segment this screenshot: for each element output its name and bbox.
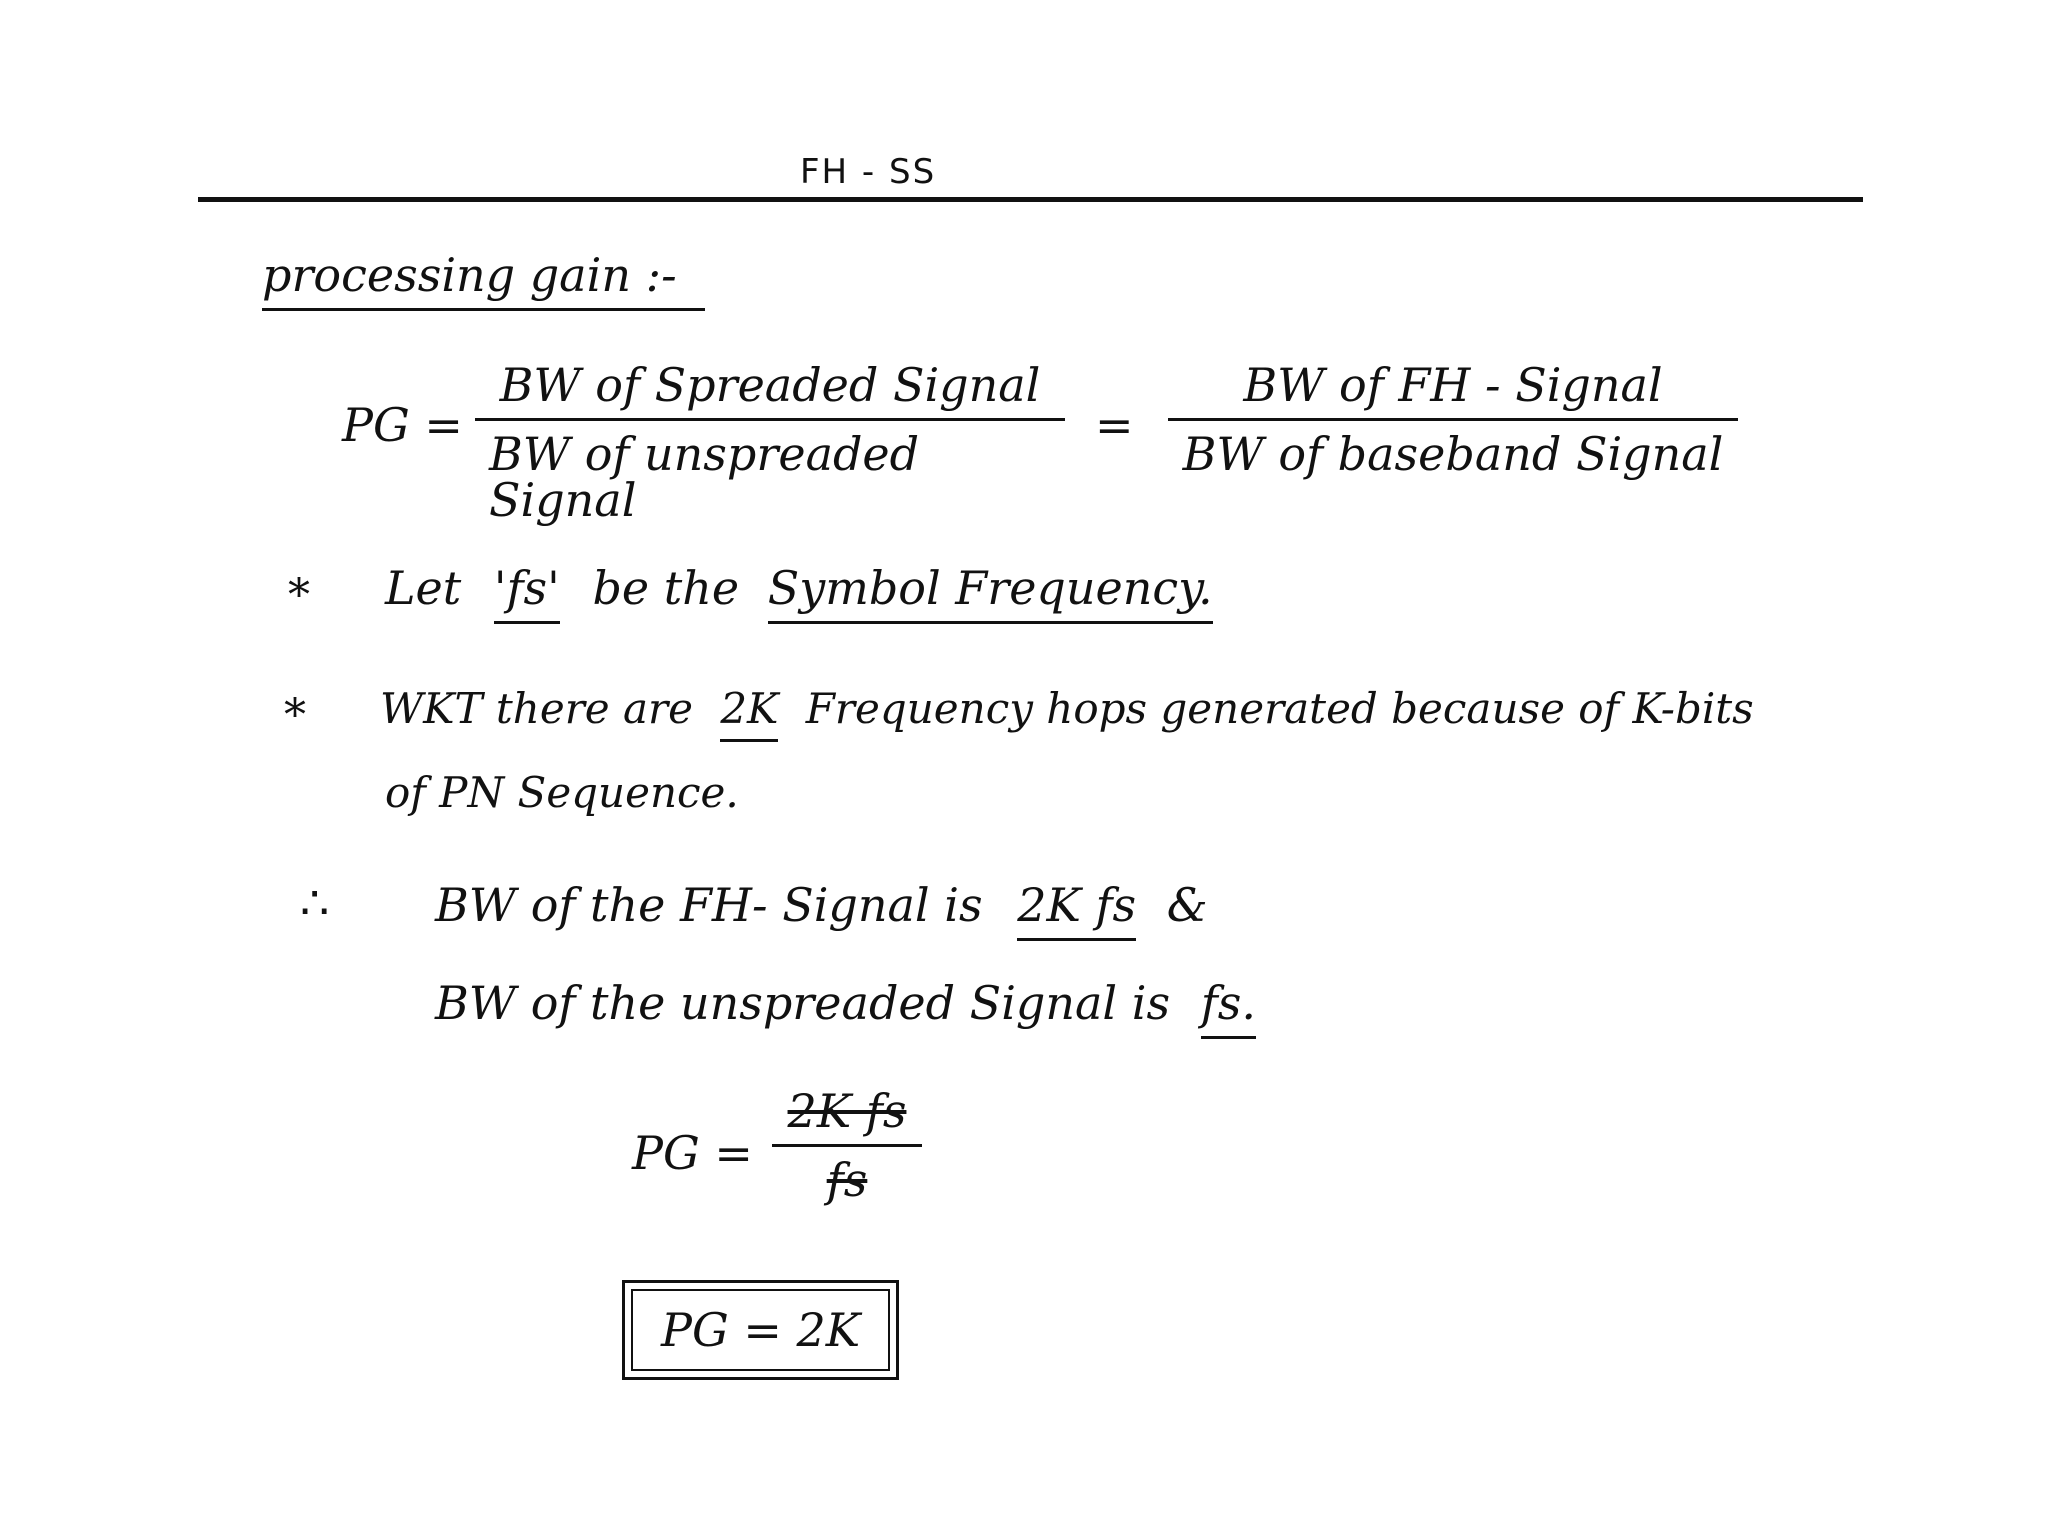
therefore-line-2-prefix: BW of the unspreaded Signal is xyxy=(435,976,1171,1030)
pg-definition-equals: = xyxy=(1095,398,1134,452)
bullet-2-line-1 xyxy=(380,684,1754,733)
bullet-1-variable: 'fs' xyxy=(494,561,560,624)
bullet-2-term: 2K xyxy=(720,684,778,742)
pg-calc-lhs: PG = xyxy=(632,1126,753,1180)
bullet-1-star-icon: * xyxy=(288,570,310,621)
section-heading xyxy=(262,248,705,302)
bullet-2-star-icon: * xyxy=(284,690,306,741)
bullet-2-line-2: of PN Sequence. xyxy=(385,768,739,817)
pg-fraction-1-denominator: BW of unspreaded Signal xyxy=(489,427,920,527)
therefore-line-1-prefix: BW of the FH- Signal is xyxy=(435,878,983,932)
pg-definition-lhs: PG = xyxy=(342,398,463,452)
bullet-1-line xyxy=(385,561,1213,615)
bullet-2-rest: Frequency hops generated because of K-bits xyxy=(805,684,1754,733)
therefore-line-1-suffix: & xyxy=(1166,878,1208,932)
result-text: PG = 2K xyxy=(631,1289,890,1371)
result-box xyxy=(622,1280,899,1380)
therefore-line-2-term: fs. xyxy=(1201,976,1256,1039)
pg-calc-denominator: fs xyxy=(826,1153,868,1207)
therefore-symbol: ∴ xyxy=(300,876,330,930)
therefore-line-1-term: 2K fs xyxy=(1017,878,1136,941)
bullet-1-middle: be the xyxy=(592,561,740,615)
pg-fraction-2 xyxy=(1168,358,1738,481)
page-title: FH - SS xyxy=(800,152,937,192)
pg-calc-fraction xyxy=(772,1084,922,1207)
pg-fraction-1 xyxy=(475,358,1065,527)
bullet-1-term: Symbol Frequency. xyxy=(768,561,1213,624)
pg-fraction-1-numerator: BW of Spreaded Signal xyxy=(499,358,1041,412)
pg-fraction-2-denominator: BW of baseband Signal xyxy=(1182,427,1724,481)
pg-calc-numerator: 2K fs xyxy=(787,1084,907,1138)
therefore-line-2 xyxy=(435,976,1256,1030)
bullet-1-prefix: Let xyxy=(385,561,462,615)
bullet-2-prefix: WKT there are xyxy=(380,684,693,733)
section-heading-text: processing gain :- xyxy=(262,248,705,311)
header-rule xyxy=(198,197,1863,202)
pg-fraction-2-numerator: BW of FH - Signal xyxy=(1243,358,1663,412)
therefore-line-1 xyxy=(435,878,1208,932)
